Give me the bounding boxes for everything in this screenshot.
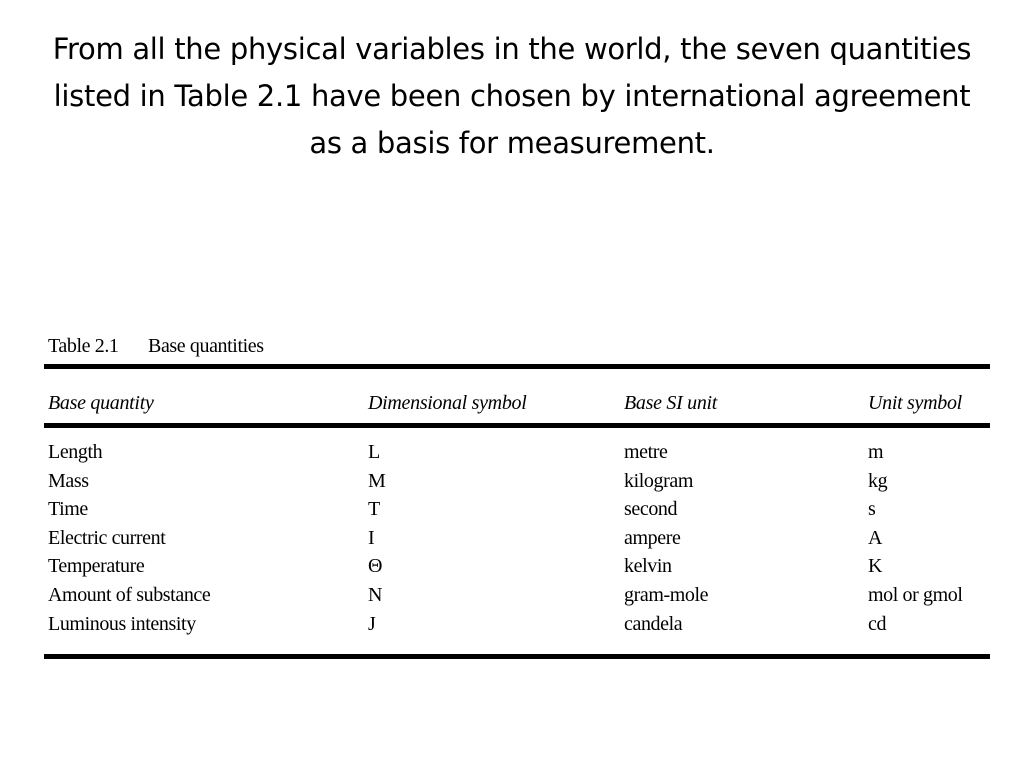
cell-unit-symbol: s <box>868 498 876 521</box>
table-header-rule <box>44 423 990 428</box>
header-unit-symbol: Unit symbol <box>868 392 962 414</box>
cell-dimensional-symbol: Θ <box>368 555 383 578</box>
cell-base-si-unit: second <box>624 498 678 521</box>
cell-base-quantity: Temperature <box>48 555 145 578</box>
table-row <box>0 610 1024 639</box>
cell-dimensional-symbol: M <box>368 469 386 492</box>
cell-dimensional-symbol: J <box>368 612 376 635</box>
table-header-row <box>0 387 1024 419</box>
cell-unit-symbol: K <box>868 555 883 578</box>
cell-base-si-unit: metre <box>624 441 668 463</box>
cell-base-quantity: Mass <box>48 469 89 492</box>
cell-base-si-unit: ampere <box>624 526 681 549</box>
cell-base-si-unit: kilogram <box>624 469 694 492</box>
table-row <box>0 552 1024 581</box>
cell-unit-symbol: mol or gmol <box>868 583 963 606</box>
slide-title: From all the physical variables in the world, the seven quantities listed in Table 2.1 have been chosen by international agreement as a basis for measurement. <box>52 32 972 160</box>
table-body <box>0 438 1024 638</box>
header-dimensional-symbol: Dimensional symbol <box>368 392 527 414</box>
table-row <box>0 524 1024 553</box>
table-row <box>0 438 1024 467</box>
cell-unit-symbol: kg <box>868 469 888 492</box>
cell-base-si-unit: kelvin <box>624 555 672 578</box>
cell-base-si-unit: candela <box>624 612 683 635</box>
header-base-quantity: Base quantity <box>48 392 154 414</box>
table-caption-number: Table 2.1 <box>48 335 119 357</box>
cell-dimensional-symbol: N <box>368 583 383 606</box>
table-row <box>0 495 1024 524</box>
cell-base-quantity: Luminous intensity <box>48 612 196 635</box>
cell-dimensional-symbol: T <box>368 498 380 521</box>
cell-base-quantity: Length <box>48 441 103 463</box>
cell-dimensional-symbol: I <box>368 526 375 549</box>
table-caption <box>48 330 264 362</box>
header-base-si-unit: Base SI unit <box>624 392 718 414</box>
table-row <box>0 581 1024 610</box>
cell-base-si-unit: gram-mole <box>624 583 709 606</box>
cell-base-quantity: Time <box>48 498 88 521</box>
cell-dimensional-symbol: L <box>368 441 380 463</box>
table-row <box>0 467 1024 496</box>
table-caption-text: Base quantities <box>148 335 264 357</box>
cell-unit-symbol: cd <box>868 612 887 635</box>
table-bottom-rule <box>44 654 990 659</box>
table-top-rule <box>44 364 990 369</box>
cell-unit-symbol: m <box>868 441 884 463</box>
cell-unit-symbol: A <box>868 526 883 549</box>
cell-base-quantity: Electric current <box>48 526 166 549</box>
cell-base-quantity: Amount of substance <box>48 583 211 606</box>
